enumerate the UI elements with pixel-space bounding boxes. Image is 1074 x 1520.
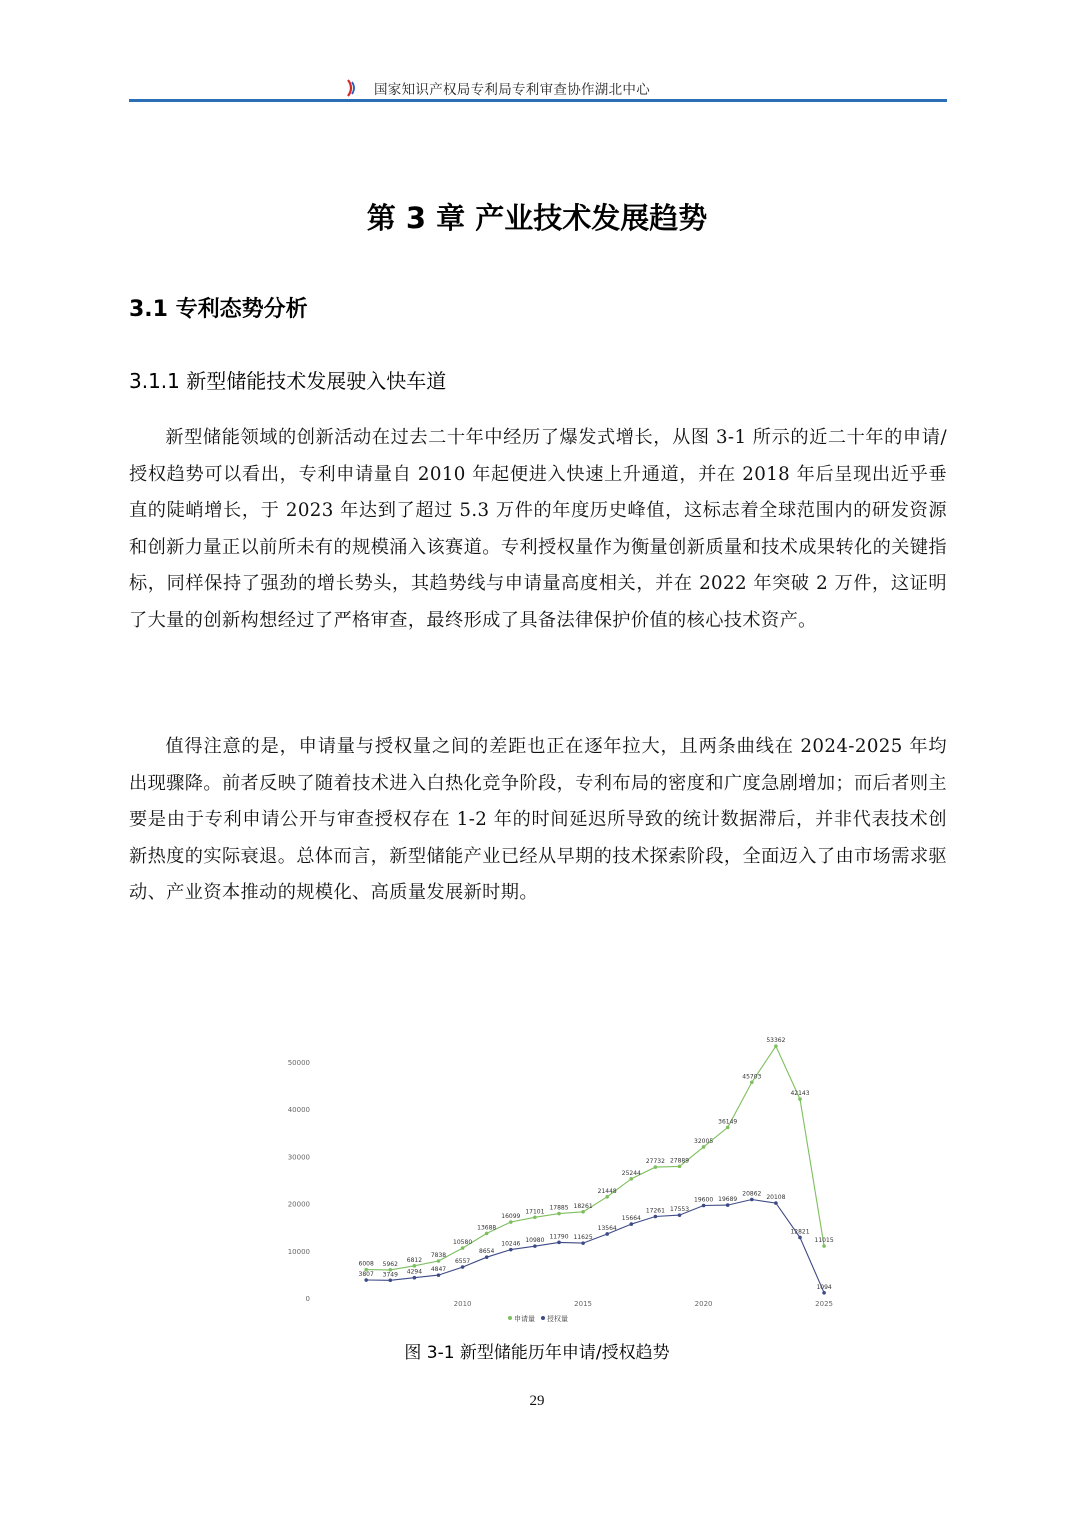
data-label: 13564 bbox=[598, 1225, 617, 1232]
y-tick-label: 30000 bbox=[288, 1153, 310, 1161]
data-point bbox=[726, 1203, 730, 1207]
series-line-grants bbox=[366, 1200, 824, 1293]
data-point bbox=[750, 1198, 754, 1202]
data-point bbox=[509, 1220, 513, 1224]
y-tick-label: 10000 bbox=[288, 1248, 310, 1256]
data-label: 10580 bbox=[453, 1239, 472, 1246]
page-number: 29 bbox=[0, 1393, 1074, 1410]
legend-marker bbox=[508, 1316, 512, 1320]
data-label: 53362 bbox=[766, 1037, 785, 1044]
cnipa-logo-icon bbox=[345, 79, 359, 97]
legend-label: 授权量 bbox=[547, 1314, 568, 1323]
data-point bbox=[364, 1278, 368, 1282]
data-label: 7838 bbox=[431, 1252, 446, 1259]
figure-caption: 图 3-1 新型储能历年申请/授权趋势 bbox=[0, 1338, 1074, 1363]
data-label: 27889 bbox=[670, 1157, 689, 1164]
data-point bbox=[485, 1255, 489, 1259]
data-point bbox=[678, 1213, 682, 1217]
data-label: 18261 bbox=[574, 1203, 593, 1210]
data-point bbox=[654, 1165, 658, 1169]
header-organization: 国家知识产权局专利局专利审查协作湖北中心 bbox=[374, 78, 650, 98]
data-point bbox=[461, 1265, 465, 1269]
data-point bbox=[389, 1279, 393, 1283]
data-label: 11790 bbox=[549, 1233, 568, 1240]
data-point bbox=[726, 1126, 730, 1130]
legend-marker bbox=[541, 1316, 545, 1320]
data-point bbox=[750, 1080, 754, 1084]
data-point bbox=[509, 1248, 513, 1252]
data-point bbox=[413, 1264, 417, 1268]
data-point bbox=[461, 1246, 465, 1250]
data-point bbox=[605, 1232, 609, 1236]
body-paragraph: 新型储能领域的创新活动在过去二十年中经历了爆发式增长，从图 3-1 所示的近二十年的申请/授权趋势可以看出，专利申请量自 2010 年起便进入快速上升通道，并在 2018 年后呈现出近乎垂直的陡峭增长，于 2023 年达到了超过 5.3 万件的年度历史峰值，这标志着全球范围内的研发资源和创新力量正以前所未有的规模涌入该赛道。专利授权量作为衡量创新质量和技术成果转化的关键指标，同样保持了强劲的增长势头，其趋势线与申请量高度相关，并在 2022 年突破 2 万件，这证明了大量的创新构想经过了严格审查，最终形成了具备法律保护价值的核心技术资产。 bbox=[129, 420, 947, 639]
x-tick-label: 2020 bbox=[695, 1300, 713, 1308]
data-label: 10246 bbox=[501, 1241, 520, 1248]
data-label: 8654 bbox=[479, 1248, 494, 1255]
data-label: 3749 bbox=[383, 1271, 398, 1278]
x-tick-label: 2025 bbox=[815, 1300, 833, 1308]
section-title: 3.1 专利态势分析 bbox=[129, 292, 308, 323]
data-point bbox=[437, 1273, 441, 1277]
data-label: 3807 bbox=[359, 1271, 374, 1278]
data-point bbox=[630, 1222, 634, 1226]
y-tick-label: 40000 bbox=[288, 1106, 310, 1114]
data-label: 4847 bbox=[431, 1266, 446, 1273]
data-label: 5962 bbox=[383, 1261, 398, 1268]
data-label: 17261 bbox=[646, 1208, 665, 1215]
data-point bbox=[702, 1204, 706, 1208]
data-label: 6812 bbox=[407, 1257, 422, 1264]
data-label: 15664 bbox=[622, 1215, 641, 1222]
data-label: 4294 bbox=[407, 1269, 422, 1276]
data-point bbox=[533, 1215, 537, 1219]
data-label: 12821 bbox=[790, 1228, 809, 1235]
data-label: 11625 bbox=[574, 1234, 593, 1241]
data-label: 42143 bbox=[790, 1090, 809, 1097]
data-label: 25244 bbox=[622, 1170, 641, 1177]
data-label: 36149 bbox=[718, 1118, 737, 1125]
data-point bbox=[774, 1044, 778, 1048]
data-point bbox=[485, 1232, 489, 1236]
data-point bbox=[798, 1236, 802, 1240]
data-point bbox=[605, 1195, 609, 1199]
data-point bbox=[557, 1212, 561, 1216]
data-label: 19600 bbox=[694, 1196, 713, 1203]
chapter-title: 第 3 章 产业技术发展趋势 bbox=[0, 196, 1074, 237]
data-point bbox=[437, 1259, 441, 1263]
data-label: 19689 bbox=[718, 1196, 737, 1203]
data-label: 6008 bbox=[359, 1261, 374, 1268]
x-tick-label: 2015 bbox=[574, 1300, 592, 1308]
data-label: 10980 bbox=[525, 1237, 544, 1244]
data-label: 16099 bbox=[501, 1213, 520, 1220]
data-label: 20108 bbox=[766, 1194, 785, 1201]
header-rule bbox=[129, 99, 947, 102]
data-point bbox=[798, 1097, 802, 1101]
data-point bbox=[654, 1215, 658, 1219]
data-point bbox=[702, 1145, 706, 1149]
data-label: 17101 bbox=[525, 1208, 544, 1215]
data-label: 27732 bbox=[646, 1158, 665, 1165]
data-label: 21448 bbox=[598, 1188, 617, 1195]
data-point bbox=[581, 1210, 585, 1214]
legend-label: 申请量 bbox=[514, 1314, 535, 1323]
data-point bbox=[822, 1244, 826, 1248]
data-point bbox=[630, 1177, 634, 1181]
data-label: 17553 bbox=[670, 1206, 689, 1213]
data-label: 45703 bbox=[742, 1073, 761, 1080]
body-paragraph: 值得注意的是，申请量与授权量之间的差距也正在逐年拉大，且两条曲线在 2024-2025 年均出现骤降。前者反映了随着技术进入白热化竞争阶段，专利布局的密度和广度急剧增加；而后者则主要是由于专利申请公开与审查授权存在 1-2 年的时间延迟所导致的统计数据滞后，并非代表技术创新热度的实际衰退。总体而言，新型储能产业已经从早期的技术探索阶段，全面迈入了由市场需求驱动、产业资本推动的规模化、高质量发展新时期。 bbox=[129, 729, 947, 912]
data-label: 1094 bbox=[816, 1284, 831, 1291]
y-tick-label: 50000 bbox=[288, 1059, 310, 1067]
data-point bbox=[822, 1291, 826, 1295]
y-tick-label: 0 bbox=[306, 1295, 310, 1303]
data-label: 20862 bbox=[742, 1191, 761, 1198]
data-label: 13688 bbox=[477, 1224, 496, 1231]
data-point bbox=[581, 1241, 585, 1245]
subsection-title: 3.1.1 新型储能技术发展驶入快车道 bbox=[129, 365, 446, 394]
trend-chart bbox=[280, 1030, 800, 1330]
data-label: 6557 bbox=[455, 1258, 470, 1265]
data-point bbox=[413, 1276, 417, 1280]
data-point bbox=[678, 1165, 682, 1169]
data-point bbox=[557, 1241, 561, 1245]
data-label: 32005 bbox=[694, 1138, 713, 1145]
data-point bbox=[533, 1244, 537, 1248]
data-label: 11015 bbox=[815, 1237, 834, 1244]
data-label: 17885 bbox=[549, 1205, 568, 1212]
x-tick-label: 2010 bbox=[454, 1300, 472, 1308]
y-tick-label: 20000 bbox=[288, 1201, 310, 1209]
data-point bbox=[774, 1201, 778, 1205]
trend-chart-svg bbox=[280, 1030, 800, 1330]
